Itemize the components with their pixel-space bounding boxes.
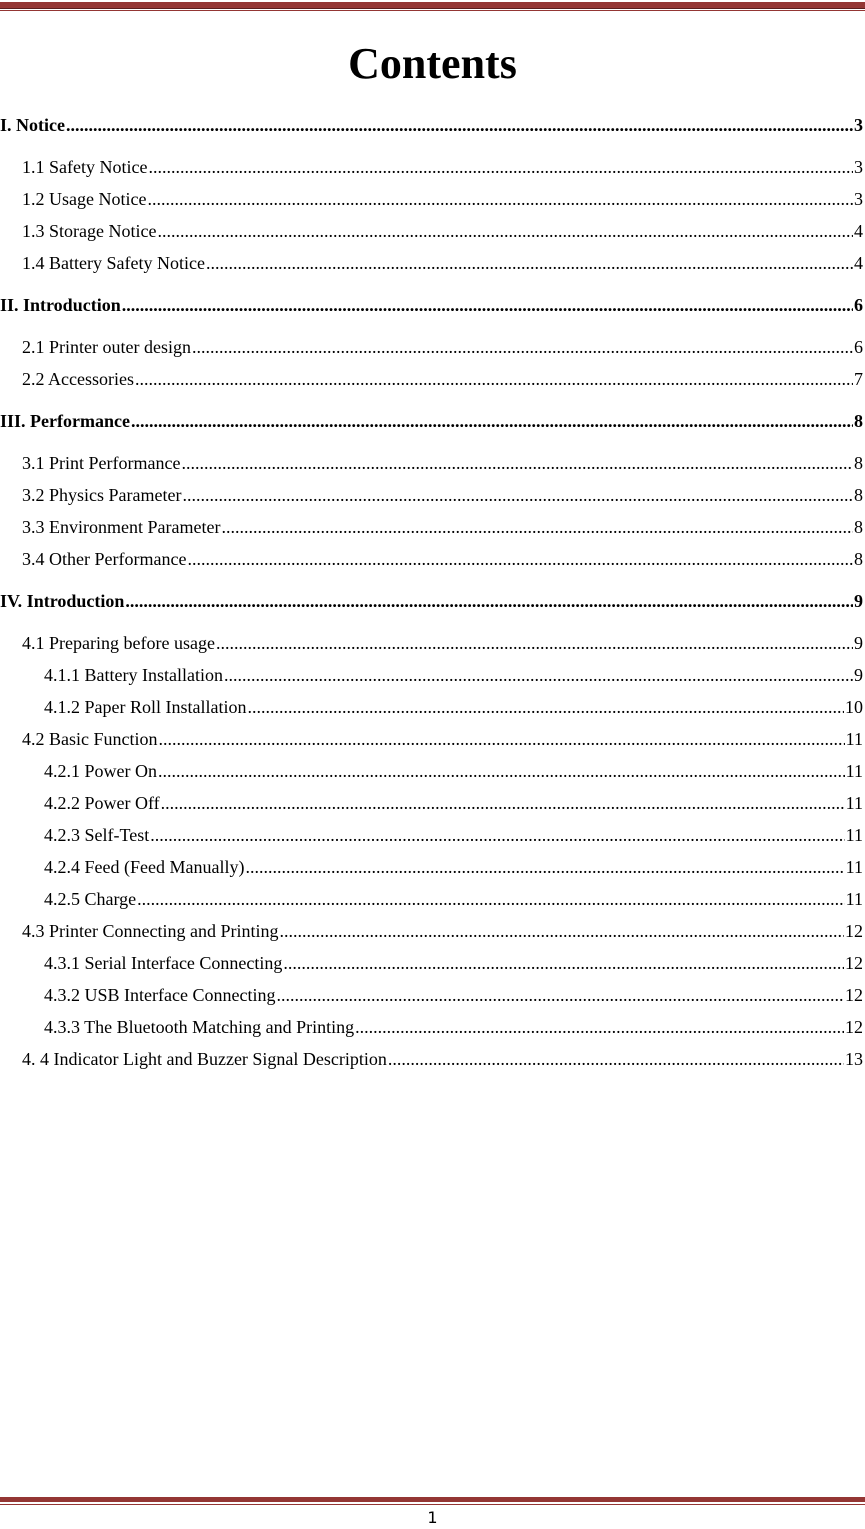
toc-section-entry[interactable] [22,364,863,394]
toc-page-number: 8 [854,453,863,473]
toc-section-entry[interactable] [22,544,863,574]
toc-entry-title: III. Performance [0,411,130,431]
toc-dot-leader [355,1012,844,1042]
toc-section-entry[interactable] [22,480,863,510]
toc-section-entry[interactable] [44,1012,863,1042]
toc-section-entry[interactable] [22,1044,863,1074]
toc-page-number: 12 [845,985,863,1005]
toc-dot-leader [245,852,844,882]
toc-page-number: 12 [845,1017,863,1037]
toc-entry-title: 4.2.1 Power On [44,761,157,781]
toc-page-number: 11 [845,761,863,781]
toc-page-number: 6 [854,337,863,357]
toc-section-entry[interactable] [44,884,863,914]
toc-dot-leader [161,788,845,818]
toc-entry-title: 1.1 Safety Notice [22,157,148,177]
toc-chapter-entry[interactable] [0,110,863,140]
toc-entry-title: 1.3 Storage Notice [22,221,157,241]
toc-page-number: 7 [854,369,863,389]
toc-page-number: 9 [854,665,863,685]
toc-entry-title: 4.3.3 The Bluetooth Matching and Printing [44,1017,355,1037]
toc-entry-title: I. Notice [0,115,65,135]
toc-section-entry[interactable] [22,724,863,754]
toc-section-entry[interactable] [22,152,863,182]
toc-dot-leader [224,660,853,690]
toc-page-number: 11 [845,889,863,909]
toc-section-entry[interactable] [22,512,863,542]
toc-section-entry[interactable] [44,756,863,786]
toc-entry-title: 2.1 Printer outer design [22,337,191,357]
toc-entry-title: 3.4 Other Performance [22,549,187,569]
toc-page-number: 8 [854,517,863,537]
toc-page-number: 11 [845,825,863,845]
toc-dot-leader [147,184,853,214]
toc-dot-leader [159,724,845,754]
toc-section-entry[interactable] [22,248,863,278]
toc-page-number: 11 [845,793,863,813]
toc-page-number: 12 [845,953,863,973]
toc-section-entry[interactable] [44,660,863,690]
toc-entry-title: 4.3 Printer Connecting and Printing [22,921,279,941]
toc-entry-title: 3.2 Physics Parameter [22,485,182,505]
toc-dot-leader [192,332,853,362]
toc-chapter-entry[interactable] [0,290,863,320]
toc-page-number: 12 [845,921,863,941]
toc-page-number: 9 [854,591,863,611]
footer-rule [0,1497,865,1502]
toc-page-number: 3 [854,157,863,177]
toc-page-number: 8 [854,411,863,431]
toc-entry-title: 4.2.2 Power Off [44,793,160,813]
toc-section-entry[interactable] [44,852,863,882]
toc-section-entry[interactable] [22,216,863,246]
toc-dot-leader [66,110,853,140]
toc-page-number: 6 [854,295,863,315]
toc-dot-leader [150,820,844,850]
toc-page-number: 8 [854,549,863,569]
toc-dot-leader [388,1044,844,1074]
toc-section-entry[interactable] [22,628,863,658]
toc-section-entry[interactable] [44,820,863,850]
toc-entry-title: 4.1.1 Battery Installation [44,665,223,685]
toc-page-number: 3 [854,189,863,209]
toc-dot-leader [181,448,853,478]
toc-entry-title: 4.2.5 Charge [44,889,137,909]
toc-entry-title: 4.1 Preparing before usage [22,633,215,653]
toc-dot-leader [216,628,853,658]
toc-entry-title: 1.4 Battery Safety Notice [22,253,205,273]
toc-entry-title: 1.2 Usage Notice [22,189,147,209]
toc-entry-title: 4.3.2 USB Interface Connecting [44,985,276,1005]
toc-section-entry[interactable] [44,948,863,978]
toc-entry-title: 4.1.2 Paper Roll Installation [44,697,247,717]
toc-page-number: 11 [845,729,863,749]
toc-section-entry[interactable] [22,916,863,946]
toc-chapter-entry[interactable] [0,586,863,616]
toc-entry-title: 3.3 Environment Parameter [22,517,221,537]
toc-entry-title: II. Introduction [0,295,121,315]
toc-dot-leader [122,290,853,320]
toc-dot-leader [206,248,853,278]
toc-page-number: 8 [854,485,863,505]
toc-chapter-entry[interactable] [0,406,863,436]
toc-dot-leader [158,756,845,786]
toc-dot-leader [148,152,853,182]
footer-rule-thin [0,1504,865,1505]
toc-page-number: 13 [845,1049,863,1069]
toc-dot-leader [187,544,853,574]
toc-entry-title: 3.1 Print Performance [22,453,181,473]
toc-entry-title: 4.3.1 Serial Interface Connecting [44,953,283,973]
toc-page-number: 3 [854,115,863,135]
toc-page-number: 4 [854,253,863,273]
toc-dot-leader [137,884,845,914]
toc-page-number: 10 [845,697,863,717]
toc-entry-title: 4.2 Basic Function [22,729,158,749]
toc-section-entry[interactable] [44,692,863,722]
toc-dot-leader [157,216,853,246]
toc-section-entry[interactable] [22,448,863,478]
toc-dot-leader [283,948,844,978]
toc-section-entry[interactable] [22,184,863,214]
toc-entry-title: 4.2.4 Feed (Feed Manually) [44,857,245,877]
toc-section-entry[interactable] [44,788,863,818]
page-title: Contents [348,39,517,88]
toc-dot-leader [247,692,844,722]
toc-dot-leader [279,916,844,946]
toc-dot-leader [135,364,853,394]
toc-entry-title: 4.2.3 Self-Test [44,825,150,845]
header-rule [0,2,865,9]
toc-entry-title: 2.2 Accessories [22,369,134,389]
toc-dot-leader [125,586,853,616]
toc-entry-title: 4. 4 Indicator Light and Buzzer Signal Description [22,1049,387,1069]
toc-entry-title: IV. Introduction [0,591,125,611]
toc-page-number: 4 [854,221,863,241]
toc-dot-leader [182,480,853,510]
toc-section-entry[interactable] [22,332,863,362]
header-rule-thin [0,10,865,11]
toc-page-number: 9 [854,633,863,653]
footer-page-number: 1 [427,1508,438,1527]
toc-page-number: 11 [845,857,863,877]
toc-dot-leader [276,980,844,1010]
toc-dot-leader [221,512,853,542]
toc-dot-leader [131,406,853,436]
toc-section-entry[interactable] [44,980,863,1010]
